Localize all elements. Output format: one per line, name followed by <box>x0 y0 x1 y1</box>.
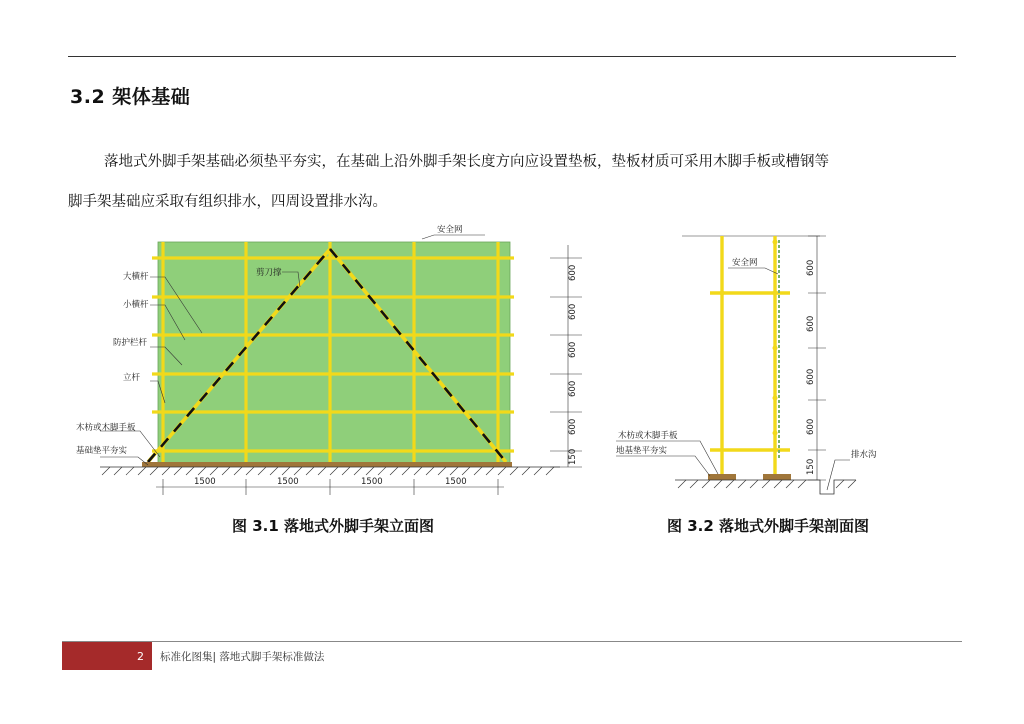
label-pole: 立杆 <box>123 373 141 383</box>
dim2-v-2: 600 <box>806 315 816 332</box>
label-big-bar: 大横杆 <box>123 272 149 282</box>
label-base-2: 地基垫平夯实 <box>616 446 668 456</box>
label-board-2: 木枋或木脚手板 <box>618 431 678 441</box>
base-board-left <box>708 474 736 480</box>
dim-v-2: 600 <box>568 303 578 320</box>
body-paragraph-1: 落地式外脚手架基础必须垫平夯实，在基础上沿外脚手架长度方向应设置垫板，垫板材质可采用木脚手板或槽钢等 <box>104 154 829 170</box>
figure-1-caption: 图 3.1 落地式外脚手架立面图 <box>232 517 435 535</box>
label-net-2: 安全网 <box>732 258 758 268</box>
section-title: 3.2 架体基础 <box>70 86 191 108</box>
dim2-v-3: 600 <box>806 368 816 385</box>
dim-v-6: 150 <box>568 448 578 465</box>
safety-net <box>158 242 510 463</box>
label-brace: 剪刀撑 <box>256 268 282 278</box>
label-board: 木枋或木脚手板 <box>76 423 136 433</box>
dim-v-4: 600 <box>568 380 578 397</box>
footer-title: 标准化图集| 落地式脚手架标准做法 <box>160 651 325 663</box>
dim-h-2: 1500 <box>277 477 299 487</box>
footer-rule <box>62 641 962 642</box>
label-ditch: 排水沟 <box>851 450 877 460</box>
dim-h-1: 1500 <box>194 477 216 487</box>
label-guard-bar: 防护栏杆 <box>113 338 148 348</box>
label-net-1: 安全网 <box>437 225 463 235</box>
base-board <box>142 462 512 467</box>
page-number: 2 <box>137 650 144 663</box>
dim2-v-5: 150 <box>806 458 816 475</box>
dim-h-3: 1500 <box>361 477 383 487</box>
label-base: 基础垫平夯实 <box>76 446 128 456</box>
label-small-bar: 小横杆 <box>123 300 149 310</box>
body-paragraph-2: 脚手架基础应采取有组织排水，四周设置排水沟。 <box>68 194 387 210</box>
dim-v-3: 600 <box>568 341 578 358</box>
dim-v-5: 600 <box>568 418 578 435</box>
dim2-v-4: 600 <box>806 418 816 435</box>
dim2-v-1: 600 <box>806 259 816 276</box>
base-board-right <box>763 474 791 480</box>
dim-v-1: 600 <box>568 264 578 281</box>
section-drawing <box>610 228 877 493</box>
header-rule <box>68 56 956 57</box>
dim-h-4: 1500 <box>445 477 467 487</box>
figure-2-caption: 图 3.2 落地式外脚手架剖面图 <box>667 517 870 535</box>
elevation-drawing <box>76 225 590 495</box>
